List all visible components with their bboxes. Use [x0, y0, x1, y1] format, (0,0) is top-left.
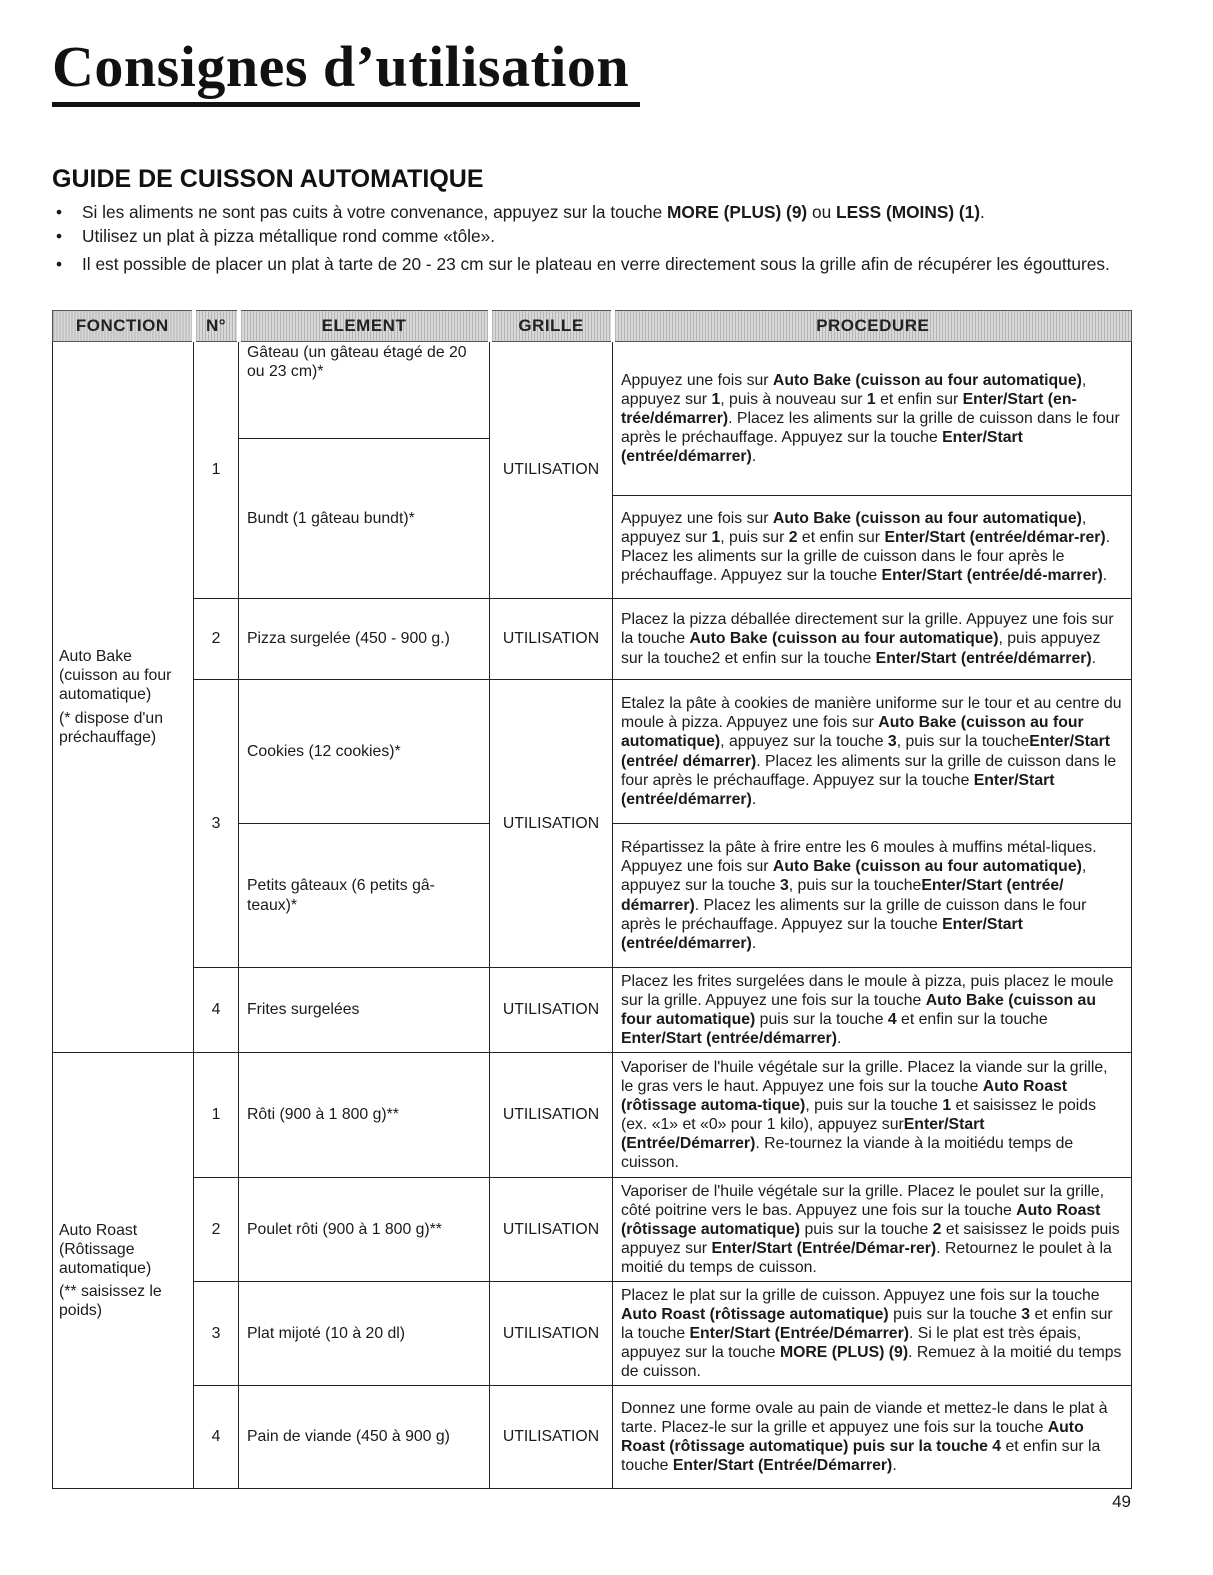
- instructions-list: [52, 200, 1142, 276]
- page-title: Consignes d’utilisation: [52, 34, 630, 99]
- grille-cell: UTILISATION: [490, 1282, 613, 1386]
- fonction-auto-roast: Auto Roast (Rôtissage automatique) (** saisissez le poids): [53, 1053, 194, 1489]
- procedure-cell: Placez les frites surgelées dans le moule à pizza, puis placez le moule sur la grille. Appuyez une fois sur la touche Auto Bake (cuisson au four automatique) puis sur la touche 4 et enfin sur la touche Enter/Start (entrée/démarrer).: [613, 968, 1132, 1053]
- element-cell: Frites surgelées: [239, 968, 490, 1053]
- item-number: 4: [194, 968, 239, 1053]
- procedure-cell: Vaporiser de l'huile végétale sur la grille. Placez la viande sur la grille, le gras vers le haut. Appuyez une fois sur la touche Auto Roast (rôtissage automa-tique), puis sur la touche 1 et saisissez le poids (ex. «1» et «0» pour 1 kilo), appuyez surEnter/Start (Entrée/Démarrer). Re-tournez la viande à la moitiédu temps de cuisson.: [613, 1053, 1132, 1178]
- header-fonction: FONCTION: [53, 311, 194, 342]
- item-number: 3: [194, 680, 239, 968]
- element-cell: Rôti (900 à 1 800 g)**: [239, 1053, 490, 1178]
- grille-cell: UTILISATION: [490, 968, 613, 1053]
- procedure-cell: Répartissez la pâte à frire entre les 6 moules à muffins métal-liques. Appuyez une fois sur Auto Bake (cuisson au four automatique), appuyez sur la touche 3, puis sur la toucheEnter/Start (entrée/ démarrer). Placez les aliments sur la grille de cuisson dans le four après le préchauffage. Appuyez sur la touche Enter/Start (entrée/démarrer).: [613, 824, 1132, 968]
- element-cell: Pizza surgelée (450 - 900 g.): [239, 599, 490, 680]
- cooking-guide-table: [52, 310, 1132, 1489]
- title-underline: [52, 102, 640, 107]
- procedure-cell: Appuyez une fois sur Auto Bake (cuisson au four automatique), appuyez sur 1, puis à nouveau sur 1 et enfin sur Enter/Start (en-trée/démarrer). Placez les aliments sur la grille de cuisson dans le four après le préchauffage. Appuyez sur la touche Enter/Start (entrée/démarrer).: [613, 342, 1132, 496]
- procedure-cell: Etalez la pâte à cookies de manière uniforme sur le tour et au centre du moule à pizza. Appuyez une fois sur Auto Bake (cuisson au four automatique), appuyez sur la touche 3, puis sur la toucheEnter/Start (entrée/ démarrer). Placez les aliments sur la grille de cuisson dans le four après le préchauffage. Appuyez sur la touche Enter/Start (entrée/démarrer).: [613, 680, 1132, 824]
- section-heading: GUIDE DE CUISSON AUTOMATIQUE: [52, 165, 484, 193]
- grille-cell: UTILISATION: [490, 1178, 613, 1282]
- element-cell: Bundt (1 gâteau bundt)*: [239, 439, 490, 599]
- element-cell: Poulet rôti (900 à 1 800 g)**: [239, 1178, 490, 1282]
- instruction-item: • Utilisez un plat à pizza métallique rond comme «tôle».: [52, 224, 1142, 248]
- table-row: [53, 1178, 1132, 1282]
- procedure-cell: Appuyez une fois sur Auto Bake (cuisson au four automatique), appuyez sur 1, puis sur 2 et enfin sur Enter/Start (entrée/démar-rer). Placez les aliments sur la grille de cuisson dans le four après le préchauffage. Appuyez sur la touche Enter/Start (entrée/dé-marrer).: [613, 496, 1132, 599]
- grille-cell: UTILISATION: [490, 680, 613, 968]
- grille-cell: UTILISATION: [490, 342, 613, 599]
- element-cell: Plat mijoté (10 à 20 dl): [239, 1282, 490, 1386]
- grille-cell: UTILISATION: [490, 599, 613, 680]
- page-number: 49: [1112, 1492, 1131, 1511]
- item-number: 1: [194, 1053, 239, 1178]
- element-cell: Gâteau (un gâteau étagé de 20 ou 23 cm)*: [239, 342, 490, 439]
- item-number: 3: [194, 1282, 239, 1386]
- instruction-item: • Si les aliments ne sont pas cuits à votre convenance, appuyez sur la touche MORE (PLUS) (9) ou LESS (MOINS) (1).: [52, 200, 1142, 224]
- header-procedure: PROCEDURE: [613, 311, 1132, 342]
- table-row: [53, 599, 1132, 680]
- element-cell: Pain de viande (450 à 900 g): [239, 1386, 490, 1489]
- header-element: ELEMENT: [239, 311, 490, 342]
- grille-cell: UTILISATION: [490, 1053, 613, 1178]
- procedure-cell: Placez la pizza déballée directement sur la grille. Appuyez une fois sur la touche Auto Bake (cuisson au four automatique), puis appuyez sur la touche2 et enfin sur la touche Enter/Start (entrée/démarrer).: [613, 599, 1132, 680]
- procedure-cell: Vaporiser de l'huile végétale sur la grille. Placez le poulet sur la grille, côté poitrine vers le bas. Appuyez une fois sur la touche Auto Roast (rôtissage automatique) puis sur la touche 2 et saisissez le poids puis appuyez sur Enter/Start (Entrée/Démar-rer). Retournez le poulet à la moitié du temps de cuisson.: [613, 1178, 1132, 1282]
- header-number: N°: [194, 311, 239, 342]
- item-number: 2: [194, 599, 239, 680]
- instruction-item: • Il est possible de placer un plat à tarte de 20 - 23 cm sur le plateau en verre directement sous la grille afin de récupérer les égouttures.: [52, 252, 1142, 276]
- procedure-cell: Donnez une forme ovale au pain de viande et mettez-le dans le plat à tarte. Placez-le sur la grille et appuyez une fois sur la touche Auto Roast (rôtissage automatique) puis sur la touche 4 et enfin sur la touche Enter/Start (Entrée/Démarrer).: [613, 1386, 1132, 1489]
- table-row: [53, 680, 1132, 824]
- fonction-auto-bake: Auto Bake (cuisson au four automatique) (* dispose d'un préchauffage): [53, 342, 194, 1053]
- procedure-cell: Placez le plat sur la grille de cuisson. Appuyez une fois sur la touche Auto Roast (rôtissage automatique) puis sur la touche 3 et enfin sur la touche Enter/Start (Entrée/Démarrer). Si le plat est très épais, appuyez sur la touche MORE (PLUS) (9). Remuez à la moitié du temps de cuisson.: [613, 1282, 1132, 1386]
- item-number: 2: [194, 1178, 239, 1282]
- header-grille: GRILLE: [490, 311, 613, 342]
- table-row: [53, 1386, 1132, 1489]
- grille-cell: UTILISATION: [490, 1386, 613, 1489]
- element-cell: Petits gâteaux (6 petits gâ-teaux)*: [239, 824, 490, 968]
- table-header-row: [53, 311, 1132, 342]
- element-cell: Cookies (12 cookies)*: [239, 680, 490, 824]
- item-number: 4: [194, 1386, 239, 1489]
- table-row: [53, 1053, 1132, 1178]
- table-row: [53, 1282, 1132, 1386]
- table-row: [53, 342, 1132, 439]
- table-row: [53, 968, 1132, 1053]
- item-number: 1: [194, 342, 239, 599]
